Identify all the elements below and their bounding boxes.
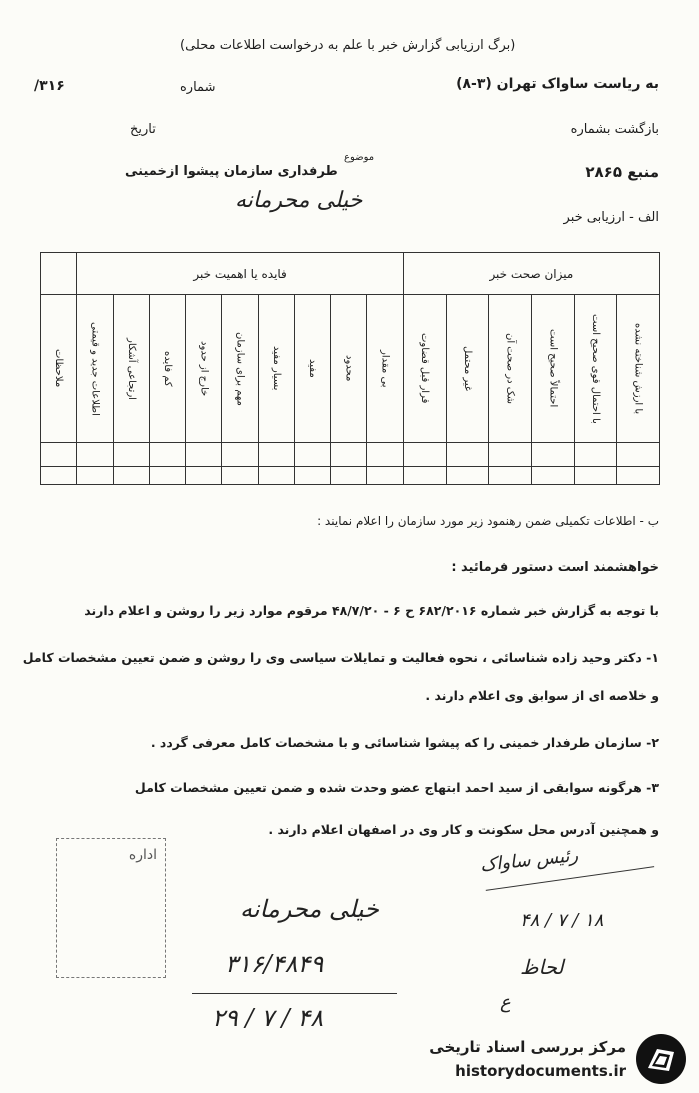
group-header-empty [41, 253, 77, 295]
empty-cell [113, 467, 149, 485]
empty-cell [149, 443, 185, 467]
empty-cell [446, 443, 489, 467]
watermark-org: مرکز بررسی اسناد تاریخی [429, 1038, 626, 1056]
form-title: (برگ ارزیابی گزارش خبر با علم به درخواست اطلاعات محلی) [180, 38, 516, 53]
empty-cell [258, 443, 294, 467]
evaluation-table [40, 252, 660, 485]
column-header: غیر محتمل [446, 295, 489, 443]
column-header: محدود [331, 295, 367, 443]
section-a-heading: الف - ارزیابی خبر [563, 210, 659, 225]
empty-cell [367, 443, 403, 467]
empty-cell [574, 467, 617, 485]
handwritten-note-1: لحاظ [520, 955, 564, 979]
empty-cell [403, 443, 446, 467]
empty-cell [77, 467, 113, 485]
item-3-line-2: و همچنین آدرس محل سکونت و کار وی در اصفهان اعلام دارند . [268, 822, 659, 837]
column-header: اطلاعات جدید و قیمتی [77, 295, 113, 443]
empty-cell [294, 467, 330, 485]
column-header: مفید [294, 295, 330, 443]
column-header: قرار قبل قضاوت [403, 295, 446, 443]
registration-divider [192, 993, 397, 994]
column-header: خارج از حدود [186, 295, 222, 443]
empty-cell [574, 443, 617, 467]
group-header-accuracy: میزان صحت خبر [403, 253, 659, 295]
column-header: بسیار مفید [258, 295, 294, 443]
document-archive-icon [636, 1034, 686, 1084]
empty-cell [617, 467, 660, 485]
empty-cell [367, 467, 403, 485]
registration-number: ۳۱۶/۴۸۴۹ [225, 950, 324, 978]
item-2: ۲- سازمان طرفدار خمینی را که پیشوا شناسائی و با مشخصات کامل معرفی گردد . [150, 735, 659, 750]
intro-line: با توجه به گزارش خبر شماره ۶۸۲/۲۰۱۶ ح ۶ - ۴۸/۷/۲۰ مرقوم موارد زیر را روشن و اعلام دارند [84, 603, 659, 618]
empty-cell [294, 443, 330, 467]
empty-cell [489, 443, 532, 467]
subject-text: طرفداری سازمان پیشوا ازخمینی [125, 164, 338, 179]
column-header: با احتمال قوی صحیح است [574, 295, 617, 443]
recipient: به ریاست ساواک تهران (۳-۸) [456, 76, 659, 92]
empty-cell [222, 443, 258, 467]
registration-date: ۴۸ / ۷ / ۲۹ [212, 1004, 324, 1032]
date-label: تاریخ [130, 122, 156, 137]
watermark-logo [410, 1030, 690, 1088]
empty-cell [41, 443, 77, 467]
request-line: خواهشمند است دستور فرمائید : [451, 560, 659, 575]
column-header: شک در صحت آن [489, 295, 532, 443]
empty-cell [77, 443, 113, 467]
column-header: بی مقدار [367, 295, 403, 443]
empty-cell [403, 467, 446, 485]
empty-cell [41, 467, 77, 485]
empty-cell [331, 443, 367, 467]
handwritten-date: ۱۸ / ۷ / ۴۸ [520, 910, 604, 931]
handwritten-classification-bottom: خیلی محرمانه [240, 895, 379, 923]
empty-cell [222, 467, 258, 485]
handwritten-note-2: ع [500, 992, 511, 1013]
column-header: کم فایده [149, 295, 185, 443]
number-label: شماره [180, 80, 216, 95]
empty-cell [331, 467, 367, 485]
group-header-importance: فایده یا اهمیت خبر [77, 253, 403, 295]
empty-cell [489, 467, 532, 485]
empty-cell [149, 467, 185, 485]
reference-label: بازگشت بشماره [570, 122, 659, 137]
item-1-line-1: ۱- دکتر وحید زاده شناسائی ، نحوه فعالیت و تمایلات سیاسی وی را روشن و ضمن تعیین مشخصات کامل [22, 650, 659, 665]
column-header: با ارزش شناخته نشده [617, 295, 660, 443]
empty-cell [446, 467, 489, 485]
source-number: منبع ۲۸۶۵ [585, 163, 659, 181]
handwritten-classification: خیلی محرمانه [235, 188, 363, 213]
empty-cell [186, 467, 222, 485]
item-1-line-2: و خلاصه ای از سوابق وی اعلام دارند . [425, 688, 659, 703]
signature: رئیس ساواک [479, 844, 580, 877]
watermark-site: historydocuments.ir [455, 1062, 626, 1080]
number-value: ۳۱۶/ [34, 78, 65, 94]
column-header: مهم برای سازمان [222, 295, 258, 443]
empty-cell [617, 443, 660, 467]
item-3-line-1: ۳- هرگونه سوابقی از سید احمد ابتهاج عضو وحدت شده و ضمن تعیین مشخصات کامل [134, 780, 659, 795]
subject-label: موضوع [344, 152, 375, 163]
empty-cell [258, 467, 294, 485]
column-header: ارتجاعی آشکار [113, 295, 149, 443]
column-header: ملاحظات [41, 295, 77, 443]
empty-cell [113, 443, 149, 467]
section-b-heading: ب - اطلاعات تکمیلی ضمن رهنمود زیر مورد سازمان را اعلام نمایند : [317, 514, 659, 528]
column-header: احتمالاً صحیح است [531, 295, 574, 443]
empty-cell [531, 467, 574, 485]
empty-cell [531, 443, 574, 467]
office-stamp: اداره [56, 838, 166, 978]
empty-cell [186, 443, 222, 467]
